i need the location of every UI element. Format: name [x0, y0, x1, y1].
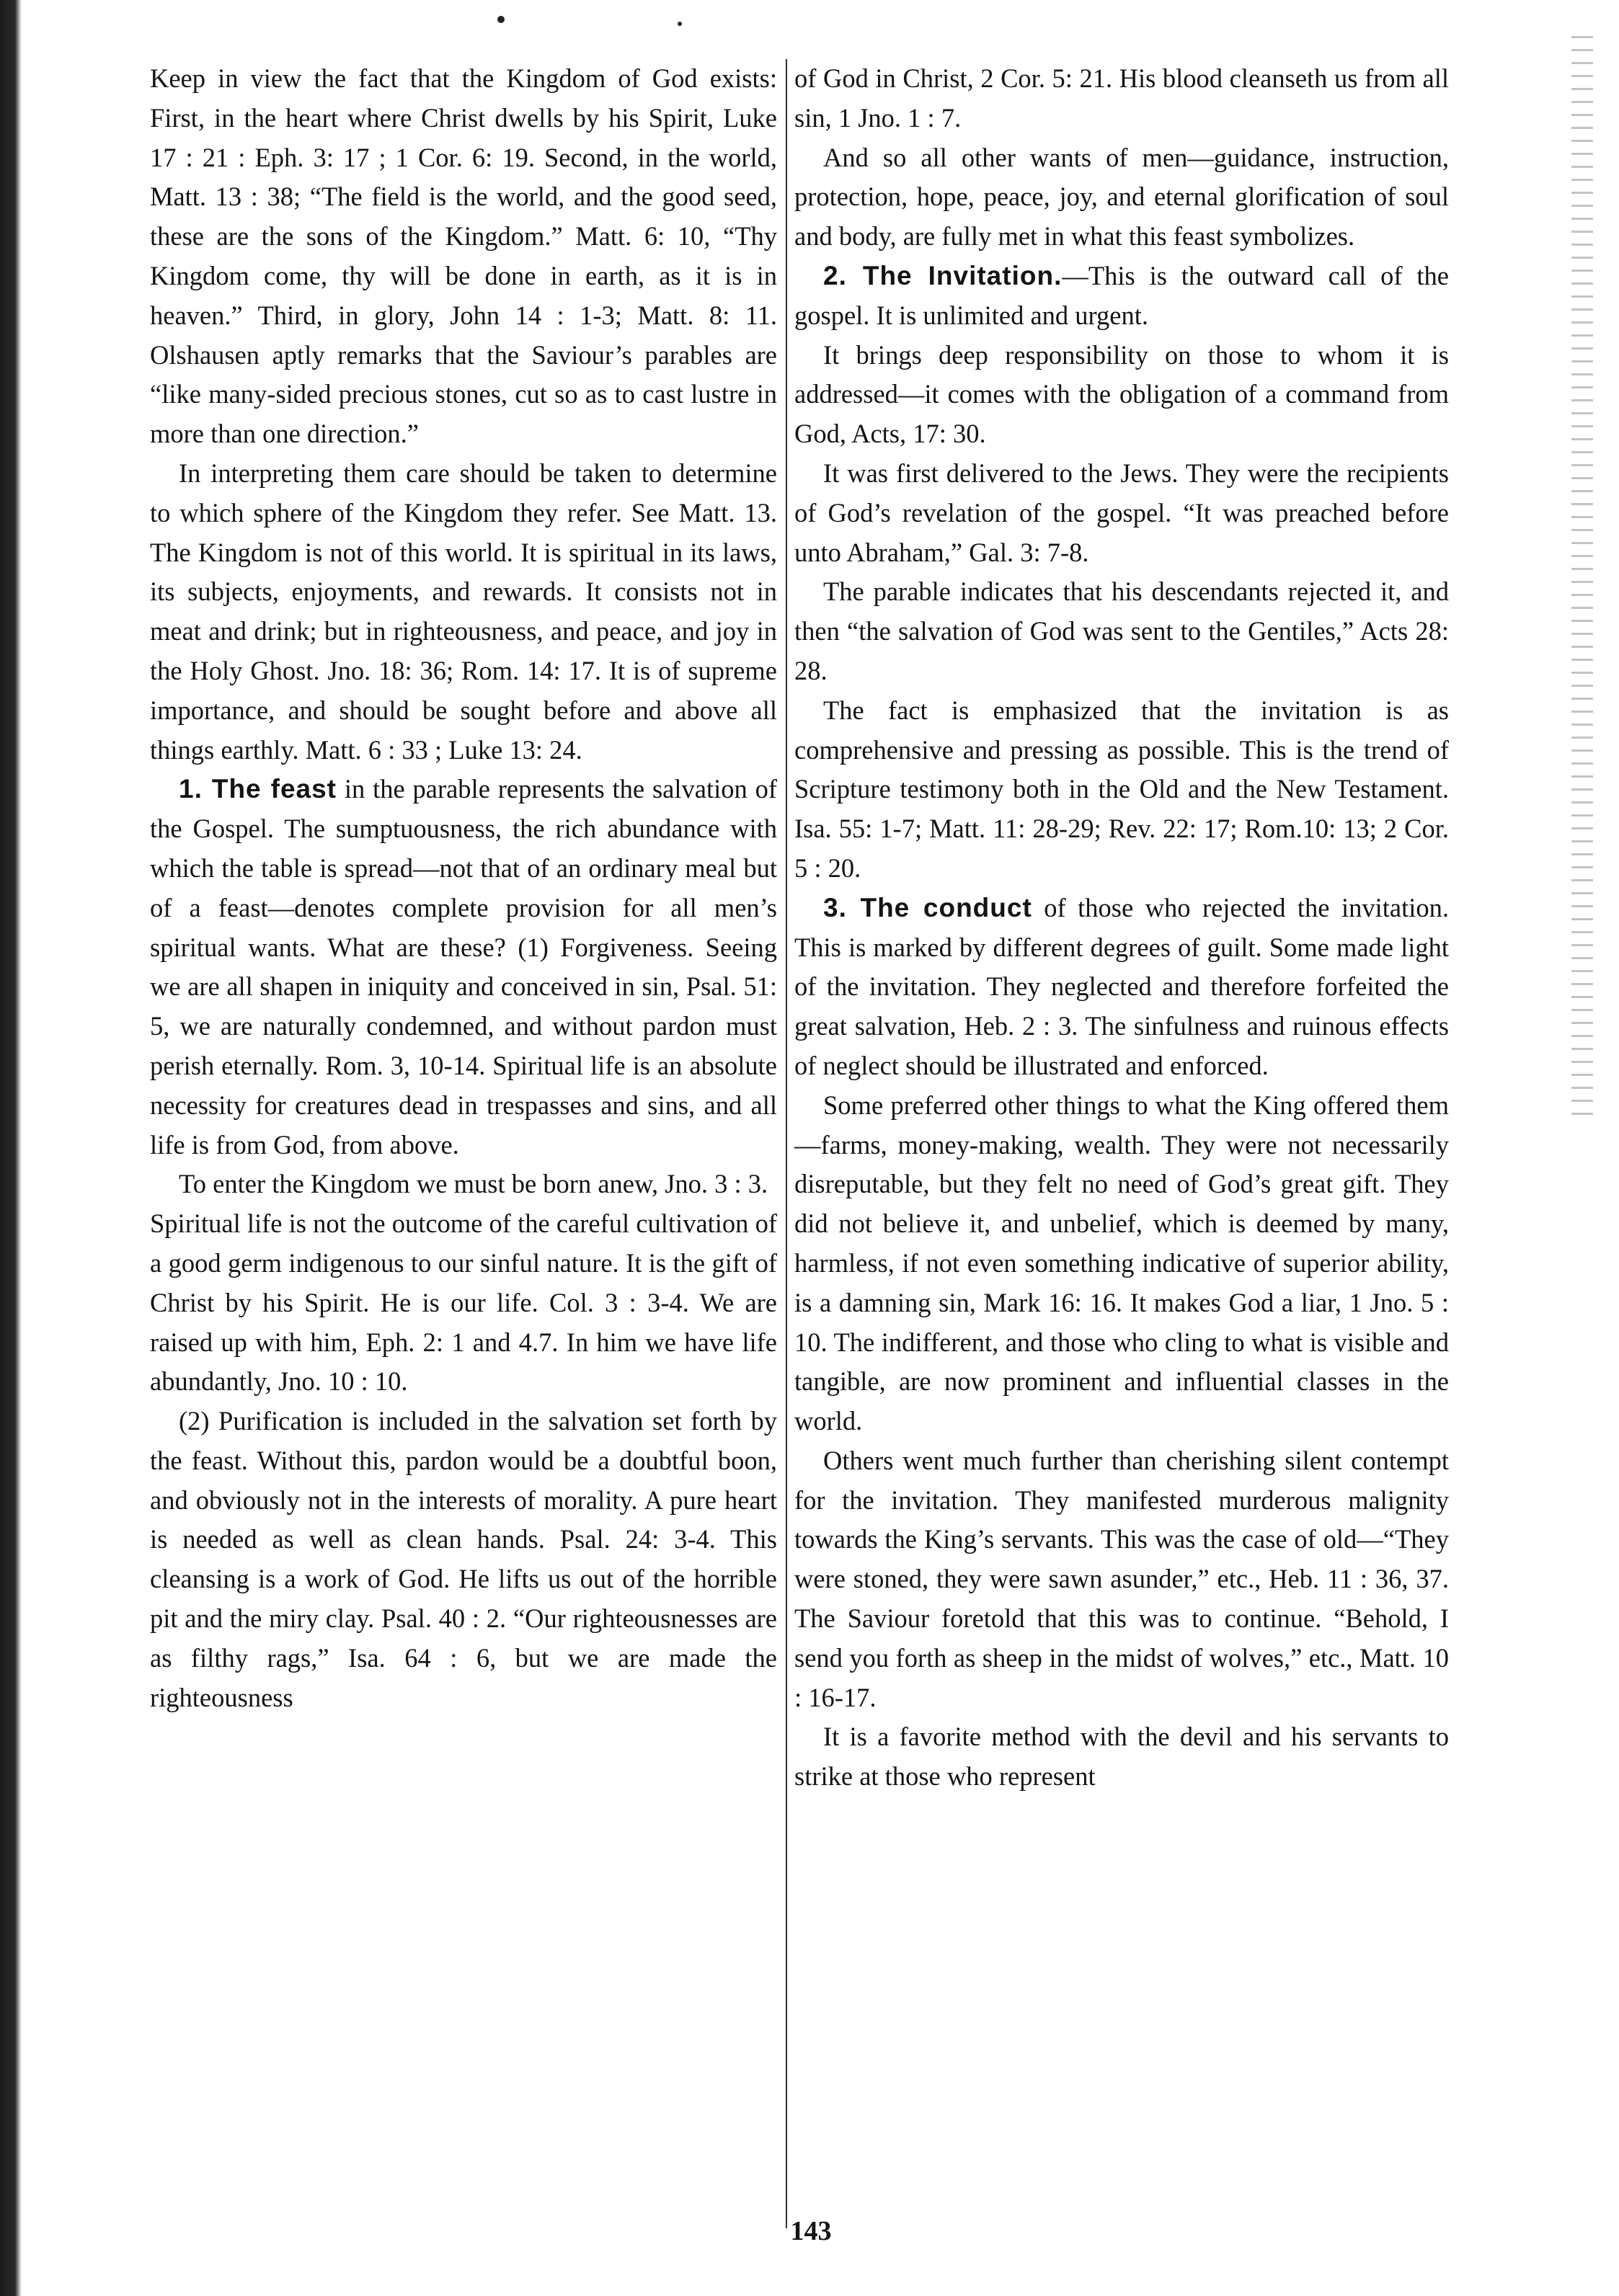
paragraph-text: Keep in view the fact that the Kingdom of God exists: First, in the heart where Christ dwells by his Spirit, Luke 17 : 21 : Eph. 3: 17 ; 1 Cor. 6: 19. Second, in the world, Matt. 13 : 38; “The field is the world, and the good seed, these are the sons of the Kingdom.” Matt. 6: 10, “Thy Kingdom come, thy will be done in earth, as it is in heaven.” Third, in glory, John 14 : 1-3; Matt. 8: 11. Olshausen aptly remarks that the Saviour’s parables are “like many-sided precious stones, cut so as to cast lustre in more than one direction.”	[150, 63, 777, 449]
paragraph	[794, 454, 1449, 572]
paragraph-text: It is a favorite method with the devil and his servants to strike at those who represent	[794, 1722, 1449, 1792]
ink-speck	[497, 16, 505, 23]
paragraph	[794, 336, 1449, 454]
page-number: 143	[790, 2216, 832, 2246]
paragraph-text: Spiritual life is not the outcome of the careful cultivation of a good germ indigenous to our sinful nature. It is the gift of Christ by his Spirit. He is our life. Col. 3 : 3-4. We are raised up with him, Eph. 2: 1 and 4.7. In him we have life abundantly, Jno. 10 : 10.	[150, 1209, 777, 1397]
paragraph	[794, 257, 1449, 336]
paragraph	[150, 1204, 777, 1402]
paragraph-text: Others went much further than cherishing silent contempt for the invitation. They manifested murderous malignity towards the King’s servants. This was the case of old—“They were stoned, they were sawn asunder,” etc., Heb. 11 : 36, 37. The Saviour foretold that this was to continue. “Behold, I send you forth as sheep in the midst of wolves,” etc., Matt. 10 : 16-17.	[794, 1445, 1449, 1712]
paragraph	[794, 889, 1449, 1086]
section-heading: 3. The conduct	[823, 892, 1032, 922]
paragraph-text: To enter the Kingdom we must be born anew, Jno. 3 : 3.	[179, 1169, 768, 1199]
ink-speck	[678, 22, 682, 26]
paragraph	[150, 1165, 777, 1204]
paragraph	[794, 691, 1449, 889]
section-heading: 1. The feast	[179, 774, 337, 804]
paragraph-text: In interpreting them care should be taken to determine to which sphere of the Kingdom they refer. See Matt. 13. The Kingdom is not of this world. It is spiritual in its laws, its subjects, enjoyments, and rewards. It consists not in meat and drink; but in righteousness, and peace, and joy in the Holy Ghost. Jno. 18: 36; Rom. 14: 17. It is of supreme importance, and should be sought before and above all things earthly. Matt. 6 : 33 ; Luke 13: 24.	[150, 458, 777, 765]
paragraph-text: —This is the outward call of the gospel. It is unlimited and urgent.	[794, 260, 1449, 330]
right-column	[794, 59, 1449, 1797]
paragraph	[150, 770, 777, 1165]
section-heading: 2. The Invitation.	[823, 260, 1063, 290]
column-divider	[786, 59, 787, 2228]
paragraph	[150, 59, 777, 454]
paragraph-text: The parable indicates that his descendants rejected it, and then “the salvation of God was sent to the Gentiles,” Acts 28: 28.	[794, 577, 1449, 685]
paragraph-text: in the parable represents the salvation of the Gospel. The sumptuousness, the rich abundance with which the table is spread—not that of an ordinary meal but of a feast—denotes complete provision for all men’s spiritual wants. What are these? (1) Forgiveness. Seeing we are all shapen in iniquity and conceived in sin, Psal. 51: 5, we are naturally condemned, and without pardon must perish eternally. Rom. 3, 10-14. Spiritual life is an absolute necessity for creatures dead in trespasses and sins, and all life is from God, from above.	[150, 774, 777, 1160]
paragraph-text: of God in Christ, 2 Cor. 5: 21. His blood cleanseth us from all sin, 1 Jno. 1 : 7.	[794, 63, 1449, 133]
paragraph-text: It brings deep responsibility on those to whom it is addressed—it comes with the obligation of a command from God, Acts, 17: 30.	[794, 339, 1449, 449]
paragraph	[794, 1086, 1449, 1441]
binding-edge-shadow	[0, 0, 22, 2296]
paragraph-text: And so all other wants of men—guidance, instruction, protection, hope, peace, joy, and eternal glorification of soul and body, are fully met in what this feast symbolizes.	[794, 142, 1449, 252]
paragraph-text: of those who rejected the invitation. This is marked by different degrees of guilt. Some made light of the invitation. They neglected and therefore forfeited the great salvation, Heb. 2 : 3. The sinfulness and ruinous effects of neglect should be illustrated and enforced.	[794, 892, 1449, 1080]
paragraph-text: Some preferred other things to what the King offered them—farms, money-making, wealth. They were not necessarily disreputable, but they felt no need of God’s great gift. They did not believe it, and unbelief, which is deemed by many, harmless, if not even something indicative of superior ability, is a damning sin, Mark 16: 16. It makes God a liar, 1 Jno. 5 : 10. The indifferent, and those who cling to what is visible and tangible, are now prominent and influential classes in the world.	[794, 1090, 1449, 1436]
paragraph	[794, 1717, 1449, 1797]
paragraph-text: The fact is emphasized that the invitation is as comprehensive and pressing as possible. This is the trend of Scripture testimony both in the Old and the New Testament. Isa. 55: 1-7; Matt. 11: 28-29; Rev. 22: 17; Rom.10: 13; 2 Cor. 5 : 20.	[794, 695, 1449, 883]
paragraph	[794, 572, 1449, 690]
paragraph-text: (2) Purification is included in the salvation set forth by the feast. Without this, pardon would be a doubtful boon, and obviously not in the interests of morality. A pure heart is needed as well as clean hands. Psal. 24: 3-4. This cleansing is a work of God. He lifts us out of the horrible pit and the miry clay. Psal. 40 : 2. “Our righteousnesses are as filthy rags,” Isa. 64 : 6, but we are made the righteousness	[150, 1406, 777, 1712]
paragraph	[150, 1402, 777, 1717]
paragraph-text: It was first delivered to the Jews. They were the recipients of God’s revelation of the gospel. “It was preached before unto Abraham,” Gal. 3: 7-8.	[794, 458, 1449, 567]
paragraph	[794, 138, 1449, 257]
page-edge-noise	[1571, 36, 1593, 1117]
left-column	[150, 59, 777, 1717]
paragraph	[794, 1441, 1449, 1718]
paragraph	[150, 454, 777, 770]
paragraph	[794, 59, 1449, 138]
